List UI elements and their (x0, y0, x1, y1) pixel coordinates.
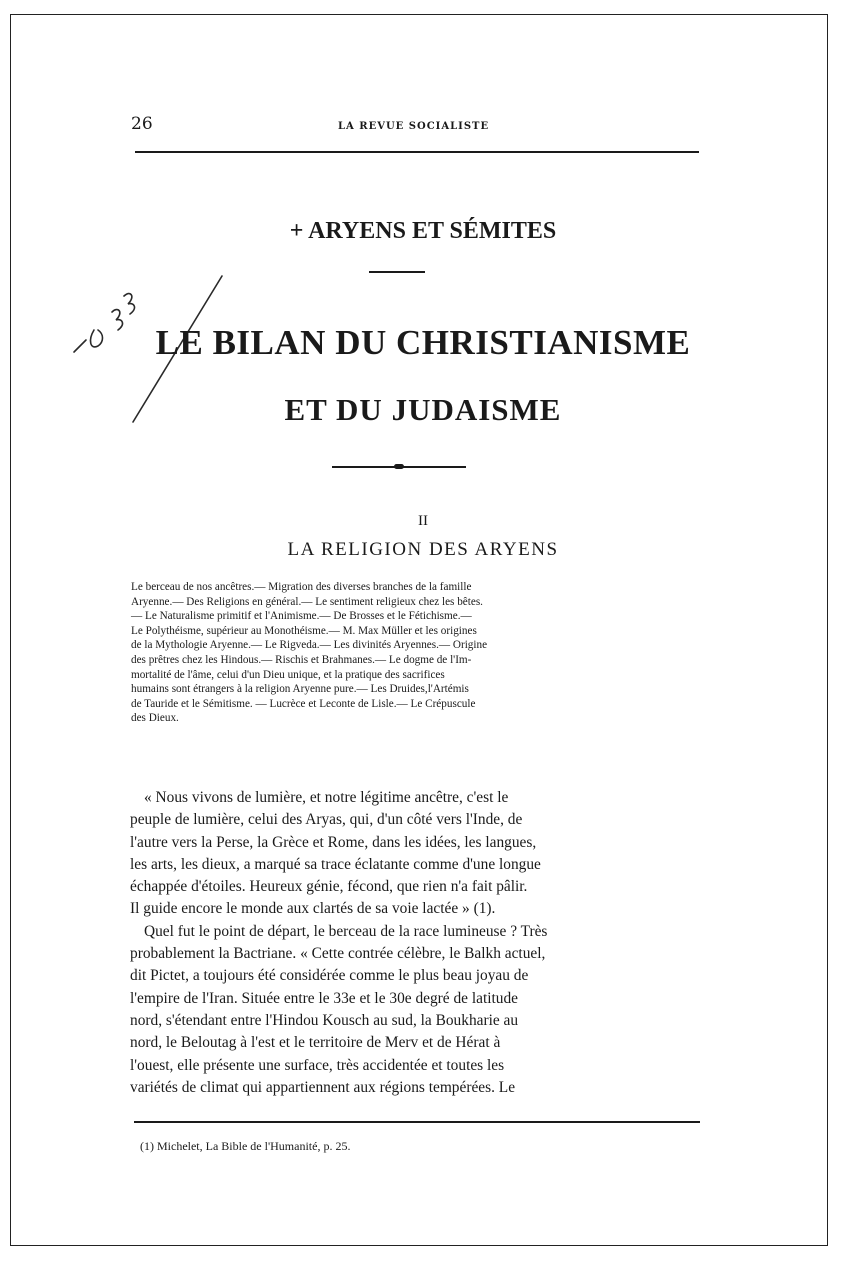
summary-line: des prêtres chez les Hindous.— Rischis et Brahmanes.— Le dogme de l'Im- (131, 653, 472, 666)
main-title-line-2: ET DU JUDAISME (284, 392, 562, 427)
summary-line: Le berceau de nos ancêtres.— Migration des diverses branches de la famille (131, 581, 472, 593)
summary-line: de Tauride et le Sémitisme. — Lucrèce et Leconte de Lisle.— Le Crépuscule (131, 697, 476, 710)
body-line: échappée d'étoiles. Heureux génie, fécond, que rien n'a fait pâlir. (130, 878, 528, 896)
body-line: nord, le Beloutag à l'est et le territoire de Merv et de Hérat à (130, 1034, 501, 1052)
ornamental-divider (332, 462, 466, 472)
summary-line: — Le Naturalisme primitif et l'Animisme.— De Brosses et le Fétichisme.— (131, 610, 472, 623)
summary-line: humains sont étrangers à la religion Aryenne pure.— Les Druides,l'Artémis (131, 683, 469, 696)
body-text (130, 787, 704, 1099)
summary-line: Aryenne.— Des Religions en général.— Le sentiment religieux chez les bêtes. (131, 595, 483, 608)
header-rule (135, 151, 699, 153)
body-line: les arts, les dieux, a marqué sa trace éclatante comme d'une longue (130, 855, 541, 873)
summary-line: des Dieux. (131, 712, 179, 725)
chapter-title: LA RELIGION DES ARYENS (287, 539, 559, 560)
page-number: 26 (131, 114, 153, 134)
body-line: l'empire de l'Iran. Située entre le 33e et le 30e degré de latitude (130, 989, 519, 1007)
body-line: dit Pictet, a toujours été considérée comme le plus beau joyau de (130, 967, 529, 985)
title-rule (369, 271, 425, 273)
chapter-summary (131, 580, 703, 726)
series-title: + ARYENS ET SÉMITES (289, 218, 557, 244)
running-head: LA REVUE SOCIALISTE (338, 121, 490, 132)
body-line: Il guide encore le monde aux clartés de sa voie lactée » (1). (130, 900, 496, 918)
footnote: (1) Michelet, La Bible de l'Humanité, p. 25. (140, 1139, 351, 1153)
body-line: Quel fut le point de départ, le berceau de la race lumineuse ? Très (144, 922, 548, 940)
summary-line: Le Polythéisme, supérieur au Monothéisme.— M. Max Müller et les origines (131, 624, 477, 637)
summary-line: de la Mythologie Aryenne.— Le Rigveda.— Les divinités Aryennes.— Origine (131, 639, 488, 652)
handwriting-mark: 1033 (0, 0, 3, 1)
body-line: « Nous vivons de lumière, et notre légitime ancêtre, c'est le (144, 789, 509, 806)
body-line: l'ouest, elle présente une surface, très accidentée et toutes les (130, 1056, 505, 1074)
body-line: variétés de climat qui appartiennent aux régions tempérées. Le (130, 1078, 516, 1096)
body-line: nord, s'étendant entre l'Hindou Kousch au sud, la Boukharie au (130, 1011, 519, 1029)
main-title-line-1: LE BILAN DU CHRISTIANISME (155, 323, 691, 362)
body-line: peuple de lumière, celui des Aryas, qui, d'un côté vers l'Inde, de (130, 811, 523, 829)
summary-line: mortalité de l'âme, celui d'un Dieu unique, et la pratique des sacrifices (131, 668, 445, 681)
body-line: l'autre vers la Perse, la Grèce et Rome, dans les idées, les langues, (130, 833, 537, 851)
footnote-rule (134, 1121, 700, 1123)
chapter-number: II (418, 513, 428, 529)
body-line: probablement la Bactriane. « Cette contrée célèbre, le Balkh actuel, (130, 945, 546, 963)
